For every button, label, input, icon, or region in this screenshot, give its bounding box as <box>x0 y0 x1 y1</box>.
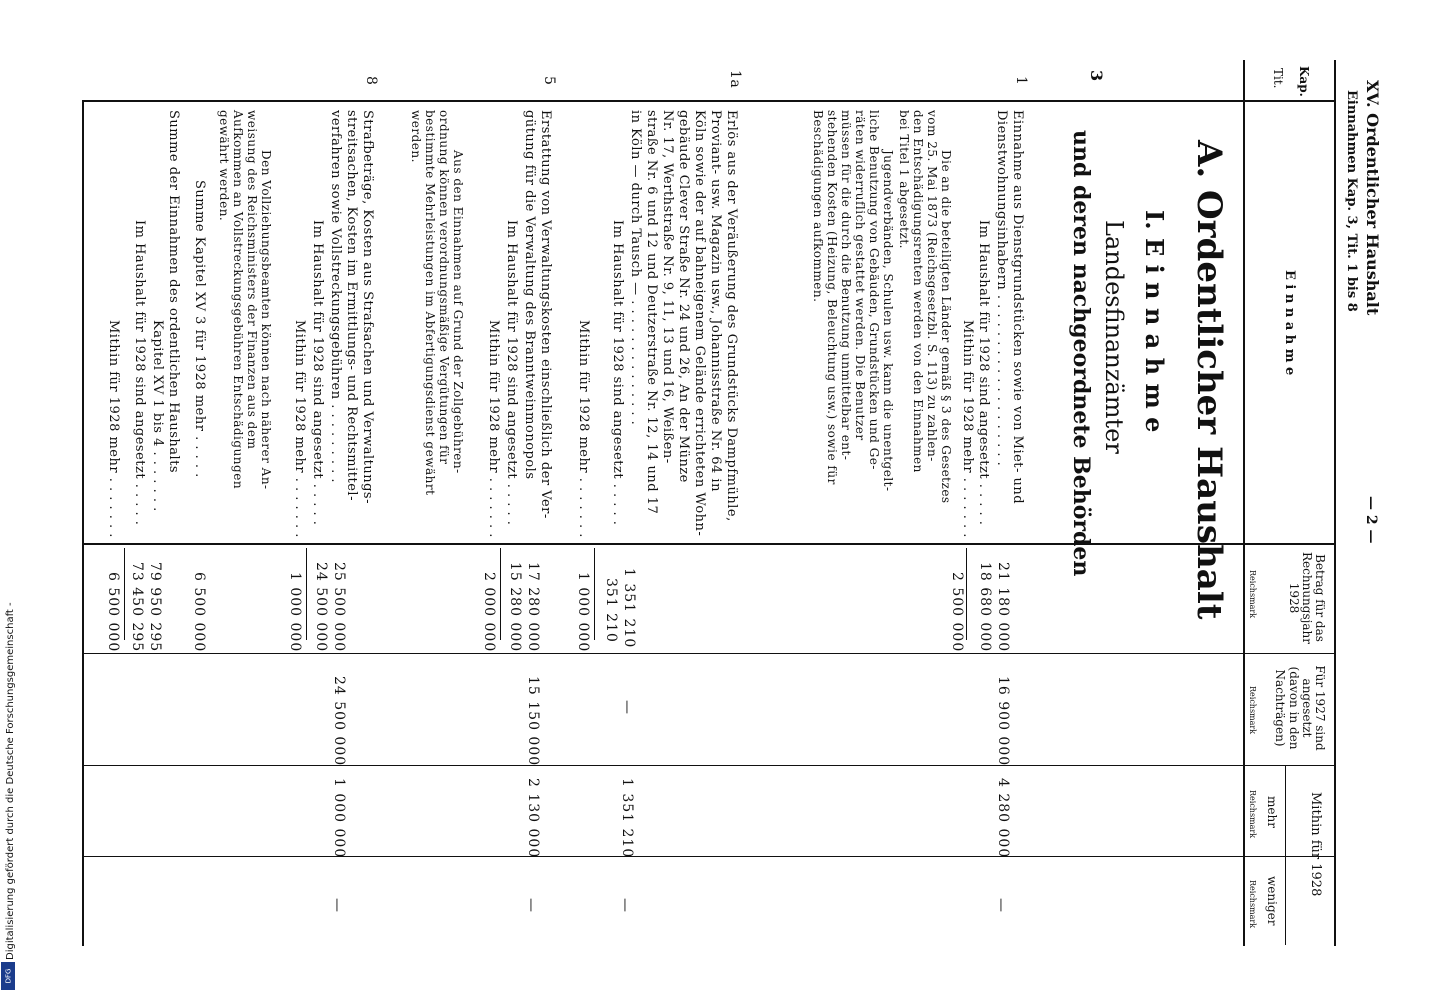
tit8-line-3: Im Haushalt für 1928 sind angesetzt . . . . . <box>310 220 325 526</box>
chapter-heading-1: Landesfinanzämter <box>1100 220 1128 454</box>
tit5-fuer1927: 15 150 000 <box>525 676 541 767</box>
tit8-betrag-2: 1 000 000 <box>287 572 303 653</box>
betrag-column-rule <box>82 543 1336 545</box>
unit-mehr: Reichsmark <box>1248 790 1257 839</box>
mehr-header: mehr <box>1265 796 1279 828</box>
weniger-column-rule <box>82 856 1336 857</box>
tit8-line-8: werden. <box>409 110 423 163</box>
tit8-line-1: streitsachen, Kosten im Ermittlungs- und Rechtsmittel- <box>344 110 359 501</box>
tit1a-line-5: straße Nr. 6 und 12 und Deutzerstraße Nr. 12, 14 und 17 <box>644 110 659 515</box>
tit8-sum-rule <box>306 548 307 640</box>
tit-number-1: 1 <box>1013 76 1029 86</box>
summe-einnahmen-line-1: Summe der Einnahmen des ordentlichen Haushalts <box>166 110 181 474</box>
tit1-sum-rule <box>966 548 967 640</box>
tit8-line-6: ordnung können verordnungsmäßige Vergütungen für <box>437 110 451 465</box>
tit-number-5: 5 <box>541 76 557 86</box>
tit1-line-3: Mithin für 1928 mehr . . . . . . . <box>960 320 975 538</box>
tit5-line-0: Erstattung von Verwaltungskosten einschließlich der Ver- <box>538 110 553 519</box>
tit1-betrag-1: 18 680 000 <box>977 562 993 653</box>
fuer1927-header: Für 1927 sind angesetzt (davon in den Nachträgen) <box>1273 665 1327 751</box>
kap-column-rule <box>82 100 1336 102</box>
tit1-fuer1927: 16 900 000 <box>995 676 1011 767</box>
tit1-mehr: 4 280 000 <box>995 778 1011 859</box>
chapter-heading-2: und deren nachgeordnete Behörden <box>1068 130 1094 577</box>
summe-einnahmen-value: 79 950 295 <box>147 562 163 653</box>
tit1-line-13: Beschädigungen aufkommen. <box>811 110 825 303</box>
tit5-weniger: — <box>523 898 539 913</box>
tit-number-1a: 1a <box>727 70 743 89</box>
tit1-line-11: müssen für die durch die Benutzung unmittelbar ent- <box>839 110 853 461</box>
tit1-line-4: Die an die beteiligten Länder gemäß § 3 des Gesetzes <box>939 150 953 504</box>
im-haushalt-label: Im Haushalt für 1928 sind angesetzt . . . . . <box>132 220 147 526</box>
tit5-line-3: Mithin für 1928 mehr . . . . . . . <box>486 320 501 538</box>
tit1a-fuer1927: — <box>619 700 635 715</box>
tit1-line-1: Dienstwohnungsinhabern . . . . . . . . . . . . . . . . . . . <box>994 110 1009 467</box>
mithin-value: 6 500 000 <box>105 572 121 653</box>
dfg-logo: DFG <box>1 962 15 990</box>
page-number: — 2 — <box>1363 496 1379 544</box>
part-heading: I. E i n n a h m e <box>1140 210 1169 433</box>
tit-header: Tit. <box>1271 68 1285 89</box>
tit1-line-10: räten widerruflich gestattet werden. Die Benutzer <box>853 110 867 441</box>
betrag-header: Betrag für das Rechnungsjahr 1928 <box>1286 552 1327 644</box>
table-bottom-rule <box>82 100 84 946</box>
tit1a-line-2: Köln sowie der auf bahneigenem Gelände errichteten Wohn- <box>692 110 707 537</box>
tit8-line-4: Mithin für 1928 mehr . . . . . . . <box>292 320 307 538</box>
tit8-line-9: Den Vollziehungsbeamten können nach näherer An- <box>259 150 273 490</box>
tit1-betrag-0: 21 180 000 <box>995 562 1011 653</box>
tit1a-line-6: in Köln — durch Tausch — . . . . . . . . . . . . . . <box>628 110 643 426</box>
mehr-column-rule <box>82 765 1336 766</box>
tit1-line-2: Im Haushalt für 1928 sind angesetzt . . . . . <box>976 220 991 526</box>
tit5-betrag-1: 15 280 000 <box>507 562 523 653</box>
tit8-mehr: 1 000 000 <box>331 778 347 859</box>
tit5-line-2: Im Haushalt für 1928 sind angesetzt . . . . . <box>504 220 519 526</box>
weniger-header: weniger <box>1265 876 1279 926</box>
mithin-label: Mithin für 1928 mehr . . . . . . . <box>106 320 121 538</box>
unit-fuer1927: Reichsmark <box>1248 686 1257 735</box>
tit1a-line-8: Mithin für 1928 mehr . . . . . . . <box>576 320 591 538</box>
mehr-weniger-split <box>1243 856 1285 857</box>
tit8-fuer1927: 24 500 000 <box>331 676 347 767</box>
tit1-line-5: vom 25. Mai 1873 (Reichsgesetzbl. S. 113) zu zahlen- <box>925 110 939 462</box>
tit1a-line-4: Nr. 17, Werthstraße Nr. 9, 11, 13 und 16, Weißen- <box>660 110 675 464</box>
summary-sum-rule <box>124 548 125 640</box>
summe-kapitel-value: 6 500 000 <box>191 572 207 653</box>
kap-number: 3 <box>1087 70 1106 82</box>
tit-number-8: 8 <box>363 76 379 86</box>
tit1a-line-3: gebäude Clever Straße Nr. 24 und 26, An der Münze <box>676 110 691 483</box>
tit8-line-10: weisung des Reichsministers der Finanzen aus dem <box>245 110 259 450</box>
tit8-betrag-0: 25 500 000 <box>331 562 347 653</box>
tit8-line-12: gewährt werden. <box>217 110 231 222</box>
tit5-betrag-2: 2 000 000 <box>481 572 497 653</box>
tit1a-line-0: Erlös aus der Veräußerung des Grundstücks Dampfmühle, <box>724 110 739 522</box>
einnahme-header: E i n n a h m e <box>1282 270 1297 376</box>
tit5-betrag-0: 17 280 000 <box>525 562 541 653</box>
unit-betrag: Reichsmark <box>1248 570 1257 619</box>
funding-note: Digitalisierung gefördert durch die Deutsche Forschungsgemeinschaft - <box>5 602 16 960</box>
tit1-line-9: liche Benutzung von Gebäuden, Grundstücken und Ge- <box>867 110 881 470</box>
tit1a-sum-rule <box>594 548 595 640</box>
running-head-top: XV. Ordentlicher Haushalt <box>1363 80 1382 316</box>
header-bottom-rule <box>1243 60 1245 946</box>
summe-kapitel-label: Summe Kapitel XV 3 für 1928 mehr . . . . . <box>192 180 207 478</box>
tit5-mehr: 2 130 000 <box>525 778 541 859</box>
tit1-line-7: bei Titel 1 abgesetzt. <box>897 110 911 249</box>
tit8-weniger: — <box>329 898 345 913</box>
tit8-line-0: Strafbeträge, Kosten aus Strafsachen und Verwaltungs- <box>360 110 375 504</box>
kap-header: Kap. <box>1297 66 1311 97</box>
tit5-line-1: gütung für die Verwaltung des Branntweinmonopols <box>522 110 537 480</box>
tit5-sum-rule <box>500 548 501 640</box>
table-top-rule <box>1334 60 1336 946</box>
summe-einnahmen-line-2: Kapitel XV 1 bis 4 . . . . . . . <box>150 320 165 512</box>
unit-weniger: Reichsmark <box>1248 880 1257 929</box>
tit8-line-5: Aus den Einnahmen auf Grund der Zollgebühren- <box>451 150 465 474</box>
mithin-subhead-split <box>1285 765 1286 945</box>
tit1a-betrag-0: 1 351 210 <box>621 568 637 649</box>
tit1-betrag-2: 2 500 000 <box>949 572 965 653</box>
tit1-weniger: — <box>993 898 1009 913</box>
running-head-sub: Einnahmen Kap. 3, Tit. 1 bis 8 <box>1344 90 1359 312</box>
tit1-line-8: Jugendverbänden, Schulen usw. kann die unentgelt- <box>881 150 895 492</box>
tit8-line-7: bestimmte Mehrleistungen im Abfertigungsdienst gewährt <box>423 110 437 496</box>
fuer1927-column-rule <box>82 653 1336 654</box>
tit1a-line-1: Proviant- usw. Magazin usw., Johannisstraße Nr. 64 in <box>708 110 723 492</box>
im-haushalt-value: 73 450 295 <box>129 562 145 653</box>
mithin-header: Mithin für 1928 <box>1308 792 1323 897</box>
tit1a-betrag-1: 351 210 <box>603 578 619 643</box>
tit8-line-11: Aufkommen an Vollstreckungsgebühren Entschädigungen <box>231 110 245 490</box>
tit8-betrag-1: 24 500 000 <box>313 562 329 653</box>
tit1-line-0: Einnahme aus Dienstgrundstücken sowie von Miet- und <box>1010 110 1025 505</box>
tit1-line-6: den Entschädigungsrenten werden von den Einnahmen <box>911 110 925 473</box>
tit1a-betrag-2: 1 000 000 <box>575 572 591 653</box>
section-heading: A. Ordentlicher Haushalt <box>1189 140 1229 620</box>
tit1a-line-7: Im Haushalt für 1928 sind angesetzt . . . . . <box>610 220 625 526</box>
tit1a-weniger: — <box>617 898 633 913</box>
tit1a-mehr: 1 351 210 <box>619 778 635 859</box>
tit8-line-2: verfahren sowie Vollstreckungsgebühren . . . . . . . . . <box>328 110 343 483</box>
tit1-line-12: stehenden Kosten (Heizung, Beleuchtung usw.) sowie für <box>825 110 839 485</box>
